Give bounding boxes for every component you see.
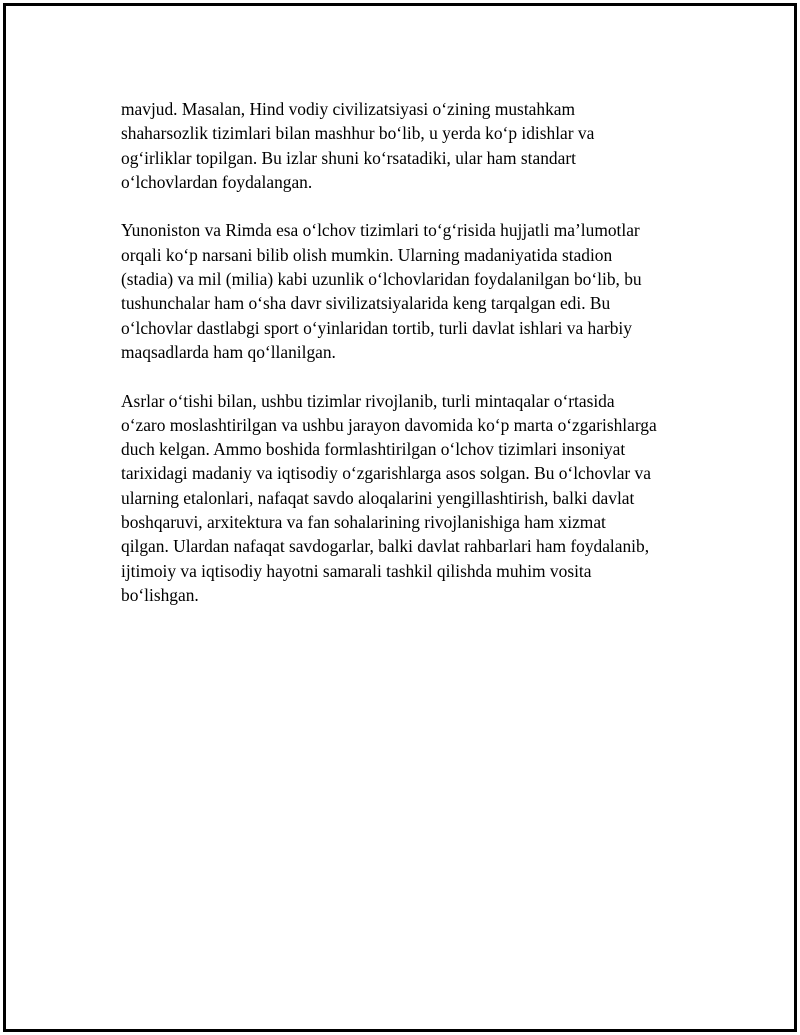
document-body bbox=[121, 97, 706, 632]
text-line: boshqaruvi, arxitektura va fan sohalarining rivojlanishiga ham xizmat bbox=[121, 512, 606, 533]
paragraph-2 bbox=[121, 218, 706, 364]
text-line: tushunchalar ham o‘sha davr sivilizatsiyalarida keng tarqalgan edi. Bu bbox=[121, 293, 611, 314]
text-line: Yunoniston va Rimda esa o‘lchov tizimlari to‘g‘risida hujjatli ma’lumotlar bbox=[121, 220, 640, 241]
text-line: Asrlar o‘tishi bilan, ushbu tizimlar rivojlanib, turli mintaqalar o‘rtasida bbox=[121, 390, 615, 411]
text-line: shaharsozlik tizimlari bilan mashhur bo‘lib, u yerda ko‘p idishlar va bbox=[121, 123, 595, 144]
text-line: o‘lchovlar dastlabgi sport o‘yinlaridan tortib, turli davlat ishlari va harbiy bbox=[121, 317, 632, 338]
text-line: bo‘lishgan. bbox=[121, 584, 199, 605]
paragraph-3 bbox=[121, 389, 706, 608]
text-line: tarixidagi madaniy va iqtisodiy o‘zgarishlarga asos solgan. Bu o‘lchovlar va bbox=[121, 463, 651, 484]
text-line: ularning etalonlari, nafaqat savdo aloqalarini yengillashtirish, balki davlat bbox=[121, 487, 635, 508]
text-line: maqsadlarda ham qo‘llanilgan. bbox=[121, 341, 336, 362]
text-line: o‘zaro moslashtirilgan va ushbu jarayon davomida ko‘p marta o‘zgarishlarga bbox=[121, 414, 657, 435]
text-line: (stadia) va mil (milia) kabi uzunlik o‘lchovlaridan foydalanilgan bo‘lib, bu bbox=[121, 269, 642, 290]
text-line: og‘irliklar topilgan. Bu izlar shuni ko‘rsatadiki, ular ham standart bbox=[121, 147, 576, 168]
text-line: qilgan. Ulardan nafaqat savdogarlar, balki davlat rahbarlari ham foydalanib, bbox=[121, 536, 650, 557]
paragraph-1 bbox=[121, 97, 706, 194]
text-line: ijtimoiy va iqtisodiy hayotni samarali tashkil qilishda muhim vosita bbox=[121, 560, 592, 581]
text-line: mavjud. Masalan, Hind vodiy civilizatsiyasi o‘zining mustahkam bbox=[121, 99, 576, 119]
text-line: o‘lchovlardan foydalangan. bbox=[121, 171, 313, 192]
text-line: orqali ko‘p narsani bilib olish mumkin. Ularning madaniyatida stadion bbox=[121, 244, 613, 265]
text-line: duch kelgan. Ammo boshida formlashtirilgan o‘lchov tizimlari insoniyat bbox=[121, 439, 626, 460]
page-frame bbox=[3, 3, 797, 1032]
